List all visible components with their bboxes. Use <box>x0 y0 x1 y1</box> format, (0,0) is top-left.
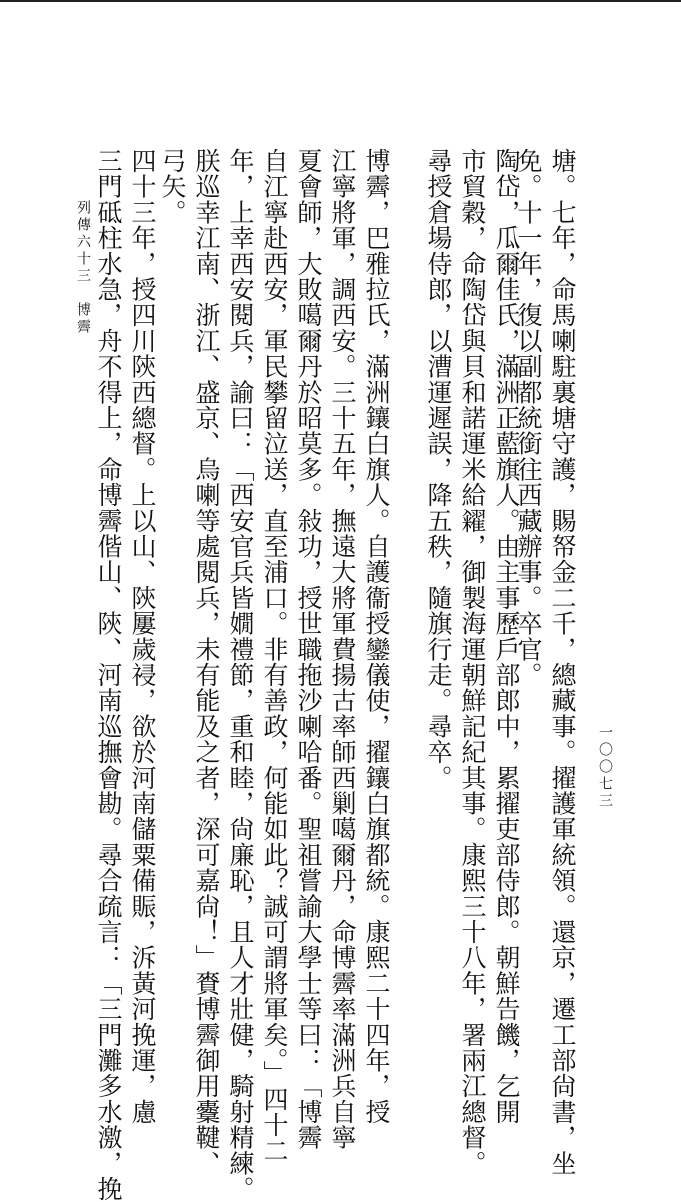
running-header-chapter: 列傳六十三 博霽 <box>75 200 91 336</box>
text-column-9-text: 自江寧赴西安，軍民攀留泣送，直至浦口。非有善政，何能如此？誠可謂將軍矣。」四十二 <box>260 148 289 1164</box>
text-column-6-text: 博霽，巴雅拉氏，滿洲鑲白旗人。自護衞授鑾儀使，擢鑲白旗都統。康熙二十四年，授 <box>362 148 391 1125</box>
text-column-5-text: 尋授倉場侍郎，以漕運遲誤，降五秩，隨旗行走。尋卒。 <box>424 148 453 791</box>
text-column-12-text: 弓矢。 <box>158 148 187 226</box>
text-column-1 <box>545 148 579 1176</box>
text-column-14-text: 三門砥柱水急，舟不得上，命博霽偕山、陝、河南巡撫會勘。尋合疏言：「三門灘多水激，挽 <box>94 148 123 1202</box>
text-column-12 <box>155 148 189 225</box>
text-column-5 <box>421 148 455 791</box>
text-column-7-text: 江寧將軍，調西安。三十五年，撫遠大將軍費揚古率師西剿噶爾丹，命博霽率滿洲兵自寧 <box>328 148 357 1151</box>
text-column-8-text: 夏會師，大敗噶爾丹於昭莫多。敍功，授世職拖沙喇哈番。聖祖嘗諭大學士等曰：「博霽 <box>294 148 323 1151</box>
text-column-13-text: 四十三年，授四川陝西總督。上以山、陝屢歲祲，欲於河南儲粟備賑，泝黃河挽運，慮 <box>128 148 157 1125</box>
text-column-2-text: 免。十一年，復以副都統銜往西藏辦事。卒官。 <box>514 148 543 688</box>
text-column-11-text: 朕巡幸江南、浙江、盛京、烏喇等處閱兵，未有能及之者，深可嘉尙！」賚博霽御用櫜鞬、 <box>192 148 221 1176</box>
text-column-13 <box>125 148 159 1125</box>
text-column-9 <box>257 148 291 1164</box>
text-column-4-text: 市貿穀，命陶岱與貝和諾運米給糴，御製海運朝鮮記紀其事。康熙三十八年，署兩江總督。 <box>458 148 487 1176</box>
page-number: 一〇〇七三 <box>597 725 613 810</box>
text-column-10-text: 年，上幸西安閱兵，諭曰：「西安官兵皆嫺禮節，重和睦，尙廉恥，且人才壯健，騎射精練。 <box>226 148 255 1202</box>
text-column-6 <box>359 148 393 1125</box>
text-column-11 <box>189 148 223 1176</box>
text-column-10 <box>223 148 257 1202</box>
text-column-14 <box>91 148 125 1202</box>
text-column-3-text: 陶岱，瓜爾佳氏，滿洲正藍旗人。由主事歷戶部郎中，累擢吏部侍郎。朝鮮告饑，乞開 <box>492 148 521 1125</box>
top-border-line <box>0 0 681 2</box>
text-column-1-text: 塘。七年，命馬喇駐裏塘守護，賜帑金二千，總藏事。擢護軍統領。還京，遷工部尙書，坐 <box>548 148 577 1176</box>
text-column-3 <box>489 148 523 1125</box>
text-column-4 <box>455 148 489 1176</box>
